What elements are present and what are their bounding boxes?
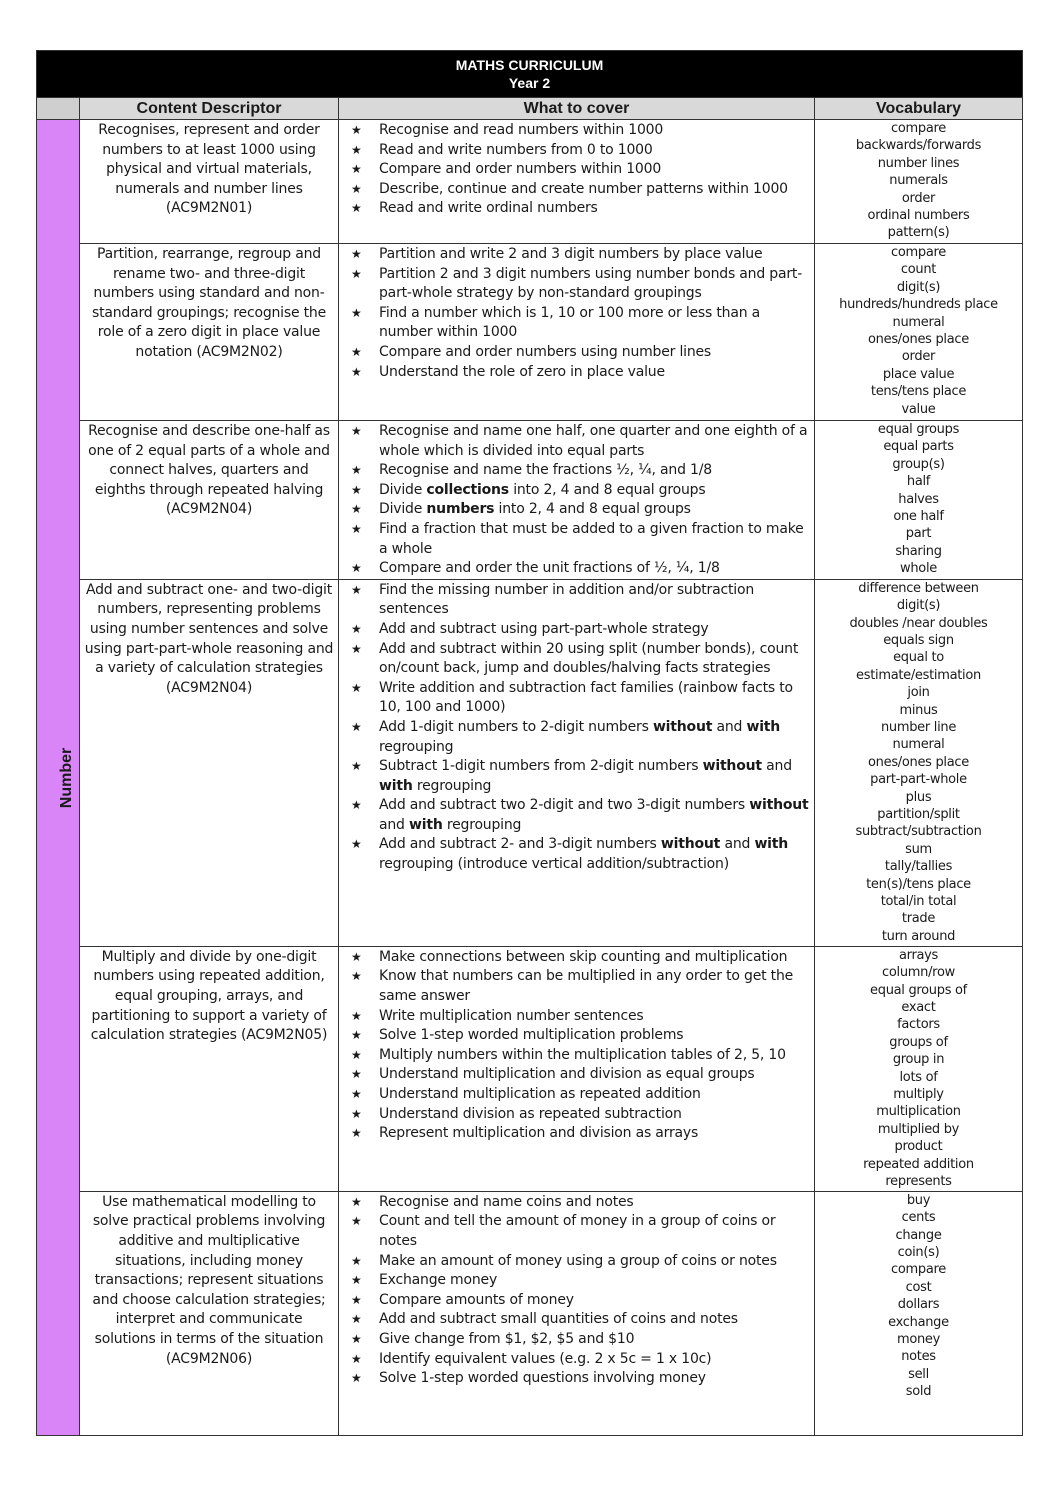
cover-text: into 2, 4 and 8 equal groups [494, 501, 691, 518]
cover-item [343, 620, 810, 640]
vocab-word: pattern(s) [887, 225, 950, 241]
vocab-word: join [907, 685, 930, 701]
vocab-word: repeated addition [863, 1156, 974, 1172]
cover-text: Recognise and name one half, one quarter and one eighth of a whole which is divided into equal parts [379, 423, 808, 459]
cover-text: Find a fraction that must be added to a given fraction to make a whole [379, 520, 804, 557]
cover-text: and [761, 758, 792, 775]
star-icon: ★ [351, 305, 362, 320]
star-icon: ★ [351, 1194, 362, 1209]
vocab-word: change [895, 1227, 942, 1243]
header-blank [37, 98, 80, 120]
cover-text: collections [426, 481, 509, 498]
cover-text: Know that numbers can be multiplied in any order to get the same answer [379, 968, 794, 1004]
table-row [37, 244, 1023, 421]
cover-item [343, 141, 810, 161]
vocab-word: whole [900, 561, 937, 577]
cover-text: Understand the role of zero in place value [379, 363, 665, 380]
vocab-word: numeral [892, 314, 945, 330]
header-what-to-cover: What to cover [339, 98, 815, 120]
vocab-word: number line [880, 720, 957, 735]
vocab-word: compare [891, 121, 946, 136]
cover-text: Find a number which is 1, 10 or 100 more or less than a number within 1000 [379, 304, 761, 341]
vocab-word: groups of [889, 1034, 948, 1050]
cover-text: Understand multiplication as repeated addition [379, 1085, 701, 1102]
star-icon: ★ [351, 1047, 362, 1062]
cover-text: Count and tell the amount of money in a group of coins or notes [379, 1213, 776, 1249]
vocab-word: numerals [889, 173, 948, 189]
cover-text: Add and subtract two 2-digit and two 3-digit numbers [379, 797, 750, 814]
vocab-word: lots of [899, 1069, 938, 1085]
curriculum-table [36, 50, 1023, 1436]
cover-item [343, 121, 810, 141]
what-to-cover [339, 244, 815, 421]
star-icon: ★ [351, 1253, 362, 1268]
star-icon: ★ [351, 719, 362, 734]
vocab-word: sold [905, 1384, 932, 1400]
vocab-word: minus [899, 702, 938, 718]
vocab-word: multiplied by [877, 1121, 960, 1137]
vocab-word: ten(s)/tens place [866, 876, 971, 892]
cover-item [343, 461, 810, 481]
vocab-word: tally/tallies [884, 859, 953, 875]
star-icon: ★ [351, 424, 362, 438]
star-icon: ★ [351, 641, 362, 656]
star-icon: ★ [351, 1371, 362, 1386]
vocab-word: equal parts [883, 439, 954, 455]
vocabulary-list [815, 579, 1023, 946]
cover-text: Partition and write 2 and 3 digit numbers by place value [379, 246, 763, 262]
content-descriptor: Add and subtract one- and two-digit numbers, representing problems using number sentences and solve using part-part-whole reasoning and a variety of calculation strategies (AC9M2N04) [80, 579, 339, 946]
star-icon: ★ [351, 142, 362, 157]
cover-text: Recognise and name the fractions ½, ¼, and 1/8 [379, 462, 712, 479]
star-icon: ★ [351, 463, 362, 478]
vocab-word: digit(s) [896, 598, 941, 614]
vocab-word: money [896, 1332, 941, 1347]
cover-text: Exchange money [379, 1272, 498, 1289]
cover-text: Compare and order numbers using number lines [379, 343, 712, 360]
cover-item [343, 835, 810, 874]
star-icon: ★ [351, 521, 362, 536]
star-icon: ★ [351, 1067, 362, 1082]
vocab-word: sharing [895, 543, 942, 559]
cover-item [343, 796, 810, 835]
cover-text: Read and write ordinal numbers [379, 200, 598, 217]
document-subtitle: Year 2 [508, 75, 551, 91]
what-to-cover [339, 421, 815, 580]
star-icon: ★ [351, 969, 362, 984]
vocab-word: multiply [893, 1087, 944, 1102]
vocab-word: count [900, 262, 937, 278]
star-icon: ★ [351, 680, 362, 695]
content-descriptor: Partition, rearrange, regroup and rename two- and three-digit numbers using standard and non-standard groupings; recognise the role of a zero digit in place value notation (AC9M2N02) [80, 244, 339, 421]
vocab-word: halves [898, 491, 939, 507]
cover-text: regrouping [442, 816, 522, 833]
vocab-word: turn around [881, 928, 956, 944]
vocab-word: sum [905, 841, 932, 857]
table-row [37, 120, 1023, 244]
cover-item [343, 422, 810, 461]
cover-text: Multiply numbers within the multiplication tables of 2, 5, 10 [379, 1046, 786, 1063]
cover-text: Partition 2 and 3 digit numbers using number bonds and part-part-whole strategy by non-standard groupings [379, 265, 803, 302]
star-icon: ★ [351, 1214, 362, 1229]
vocab-word: plus [905, 789, 932, 805]
cover-item [343, 757, 810, 796]
vocab-word: sell [908, 1366, 929, 1382]
cover-text: Write multiplication number sentences [379, 1007, 644, 1024]
vocab-word: exact [901, 999, 936, 1015]
cover-text: Compare amounts of money [379, 1291, 574, 1308]
cover-text: Represent multiplication and division as arrays [379, 1125, 699, 1142]
vocab-word: cents [901, 1210, 936, 1226]
vocabulary-list [815, 1191, 1023, 1435]
star-icon: ★ [351, 1008, 362, 1023]
vocab-word: column/row [882, 965, 955, 981]
cover-text: Understand division as repeated subtraction [379, 1105, 682, 1122]
star-icon: ★ [351, 247, 362, 261]
cover-text: numbers [426, 501, 495, 518]
cover-text: Make connections between skip counting and multiplication [379, 948, 788, 965]
vocab-word: partition/split [877, 807, 960, 823]
cover-text: Compare and order numbers within 1000 [379, 161, 662, 178]
cover-item [343, 1124, 810, 1144]
cover-text: Understand multiplication and division as equal groups [379, 1066, 755, 1083]
vocab-word: digit(s) [896, 279, 941, 295]
cover-text: and [712, 718, 747, 735]
star-icon: ★ [351, 344, 362, 359]
vocab-word: total/in total [880, 894, 957, 910]
star-icon: ★ [351, 561, 362, 576]
star-icon: ★ [351, 1351, 362, 1366]
cover-text: without [652, 718, 713, 735]
star-icon: ★ [351, 582, 362, 597]
star-icon: ★ [351, 123, 362, 137]
vocab-word: factors [897, 1017, 940, 1033]
star-icon: ★ [351, 1292, 362, 1307]
cover-item [343, 304, 810, 343]
cover-text: without [702, 758, 762, 775]
vocab-word: tens/tens place [870, 384, 967, 400]
cover-item [343, 1350, 810, 1370]
star-icon: ★ [351, 798, 362, 813]
document-title: MATHS CURRICULUM [455, 57, 604, 73]
cover-text: Recognise and name coins and notes [379, 1193, 634, 1210]
vocab-word: estimate/estimation [856, 667, 981, 683]
cover-text: Solve 1-step worded questions involving money [379, 1370, 706, 1387]
vocab-word: equal groups [877, 422, 960, 437]
star-icon: ★ [351, 1312, 362, 1327]
cover-text: and [720, 836, 755, 853]
cover-text: Subtract 1-digit numbers from 2-digit numbers [379, 758, 703, 775]
cover-item [343, 1193, 810, 1213]
vocab-word: backwards/forwards [855, 138, 982, 154]
cover-item [343, 481, 810, 501]
cover-item [343, 1252, 810, 1272]
vocab-word: equals sign [883, 632, 954, 648]
content-descriptor: Recognise and describe one-half as one of 2 equal parts of a whole and connect halves, quarters and eighths through repeated halving (AC9M2N04) [80, 421, 339, 580]
vocab-word: number lines [877, 155, 960, 171]
title-banner [37, 51, 1023, 98]
star-icon: ★ [351, 1028, 362, 1043]
cover-item [343, 363, 810, 383]
vocab-word: coin(s) [897, 1244, 940, 1260]
star-icon: ★ [351, 949, 362, 964]
vocab-word: buy [906, 1192, 931, 1208]
vocab-word: arrays [898, 947, 939, 963]
table-row [37, 946, 1023, 1191]
cover-text: without [749, 797, 809, 814]
table-row [37, 579, 1023, 946]
cover-item [343, 640, 810, 679]
vocab-word: difference between [858, 580, 979, 596]
cover-text: Write addition and subtraction fact families (rainbow facts to 10, 100 and 1000) [379, 679, 793, 716]
cover-text: with [746, 718, 781, 735]
star-icon: ★ [351, 837, 362, 852]
vocab-word: multiplication [876, 1104, 961, 1120]
vocab-word: numeral [892, 737, 945, 753]
table-row [37, 421, 1023, 580]
what-to-cover [339, 120, 815, 244]
cover-item [343, 967, 810, 1006]
vocab-word: ones/ones place [868, 754, 969, 770]
vocab-word: compare [891, 245, 946, 260]
cover-item [343, 180, 810, 200]
cover-text: Find the missing number in addition and/or subtraction sentences [379, 581, 755, 618]
what-to-cover [339, 579, 815, 946]
cover-item [343, 718, 810, 757]
cover-item [343, 1310, 810, 1330]
vocab-word: equal groups of [870, 982, 967, 998]
vocab-word: exchange [888, 1314, 949, 1330]
cover-text: Add and subtract using part-part-whole strategy [379, 620, 709, 637]
cover-item [343, 160, 810, 180]
star-icon: ★ [351, 1273, 362, 1288]
cover-text: regrouping [379, 738, 454, 755]
vocab-word: doubles /near doubles [849, 615, 988, 631]
cover-text: Add and subtract small quantities of coins and notes [379, 1311, 738, 1328]
vocab-word: dollars [897, 1297, 940, 1313]
cover-text: Give change from $1, $2, $5 and $10 [379, 1330, 635, 1347]
header-content-descriptor: Content Descriptor [80, 98, 339, 120]
cover-text: with [379, 777, 413, 794]
cover-item [343, 1065, 810, 1085]
cover-text: Recognise and read numbers within 1000 [379, 122, 664, 138]
cover-text: Identify equivalent values (e.g. 2 x 5c = 1 x 10c) [379, 1350, 712, 1367]
vocab-word: trade [901, 911, 936, 927]
cover-item [343, 1271, 810, 1291]
cover-text: Describe, continue and create number patterns within 1000 [379, 180, 788, 197]
cover-text: Add 1-digit numbers to 2-digit numbers [379, 718, 653, 735]
vocab-word: notes [901, 1349, 936, 1365]
star-icon: ★ [351, 1106, 362, 1121]
cover-text: Divide [379, 481, 427, 498]
cover-item [343, 265, 810, 304]
cover-item [343, 343, 810, 363]
cover-text: Read and write numbers from 0 to 1000 [379, 141, 653, 158]
cover-text: Divide [379, 501, 427, 518]
cover-text: Add and subtract within 20 using split (number bonds), count on/count back, jump and doubles/halving facts strategies [379, 640, 799, 677]
cover-item [343, 948, 810, 968]
vocab-word: equal to [893, 650, 944, 666]
cover-text: regrouping (introduce vertical addition/subtraction) [379, 856, 729, 873]
cover-item [343, 1046, 810, 1066]
vocabulary-list [815, 946, 1023, 1191]
star-icon: ★ [351, 201, 362, 216]
cover-text: without [660, 836, 721, 853]
cover-item [343, 1330, 810, 1350]
what-to-cover [339, 946, 815, 1191]
vocab-word: half [906, 474, 931, 490]
cover-item [343, 500, 810, 520]
vocab-word: one half [893, 509, 944, 525]
cover-text: into 2, 4 and 8 equal groups [508, 481, 706, 498]
star-icon: ★ [351, 1331, 362, 1346]
vocab-word: represents [885, 1174, 952, 1190]
star-icon: ★ [351, 181, 362, 196]
vocab-word: value [901, 401, 936, 417]
table-row [37, 1191, 1023, 1435]
vocabulary-list [815, 421, 1023, 580]
vocab-word: order [901, 349, 936, 365]
vocab-word: group in [892, 1052, 945, 1068]
vocab-word: cost [905, 1279, 932, 1295]
cover-item [343, 1085, 810, 1105]
cover-item [343, 1212, 810, 1251]
star-icon: ★ [351, 482, 362, 497]
star-icon: ★ [351, 1086, 362, 1101]
star-icon: ★ [351, 759, 362, 774]
star-icon: ★ [351, 266, 362, 281]
vocabulary-list [815, 244, 1023, 421]
star-icon: ★ [351, 621, 362, 636]
cover-item [343, 245, 810, 265]
star-icon: ★ [351, 364, 362, 379]
cover-item [343, 1291, 810, 1311]
strand-label: Number [58, 748, 76, 809]
cover-item [343, 520, 810, 559]
vocab-word: part [905, 526, 932, 542]
vocab-word: ones/ones place [868, 332, 969, 348]
vocab-word: order [901, 190, 936, 206]
content-descriptor: Recognises, represent and order numbers to at least 1000 using physical and virtual materials, numerals and number lines (AC9M2N01) [80, 120, 339, 244]
star-icon: ★ [351, 502, 362, 517]
cover-text: and [379, 816, 409, 833]
vocab-word: part-part-whole [870, 772, 967, 788]
cover-item [343, 679, 810, 718]
vocab-word: group(s) [892, 456, 945, 472]
content-descriptor: Multiply and divide by one-digit numbers using repeated addition, equal grouping, arrays, and partitioning to support a variety of calculation strategies (AC9M2N05) [80, 946, 339, 1191]
what-to-cover [339, 1191, 815, 1435]
vocab-word: hundreds/hundreds place [839, 297, 998, 313]
cover-item [343, 199, 810, 219]
star-icon: ★ [351, 162, 362, 177]
content-descriptor: Use mathematical modelling to solve practical problems involving additive and multiplicative situations, including money transactions; represent situations and choose calculation strategies; interpret and communicate solutions in terms of the situation (AC9M2N06) [80, 1191, 339, 1435]
cover-item [343, 1026, 810, 1046]
cover-text: Compare and order the unit fractions of ½, ¼, 1/8 [379, 560, 720, 577]
vocabulary-list [815, 120, 1023, 244]
header-vocabulary: Vocabulary [815, 98, 1023, 120]
vocab-word: place value [882, 366, 955, 382]
cover-item [343, 1105, 810, 1125]
cover-item [343, 581, 810, 620]
vocab-word: compare [891, 1262, 946, 1278]
strand-cell [37, 120, 80, 1436]
cover-text: Solve 1-step worded multiplication problems [379, 1027, 684, 1044]
cover-text: with [409, 816, 443, 833]
star-icon: ★ [351, 1126, 362, 1141]
cover-text: regrouping [412, 777, 492, 794]
cover-item [343, 1007, 810, 1027]
vocab-word: subtract/subtraction [855, 824, 982, 840]
vocab-word: ordinal numbers [867, 208, 970, 224]
cover-text: Make an amount of money using a group of coins or notes [379, 1252, 777, 1269]
vocab-word: product [894, 1139, 943, 1155]
cover-text: Add and subtract 2- and 3-digit numbers [379, 836, 661, 853]
cover-item [343, 559, 810, 579]
curriculum-sheet [36, 50, 1022, 1436]
cover-text: with [754, 836, 789, 853]
cover-item [343, 1369, 810, 1389]
